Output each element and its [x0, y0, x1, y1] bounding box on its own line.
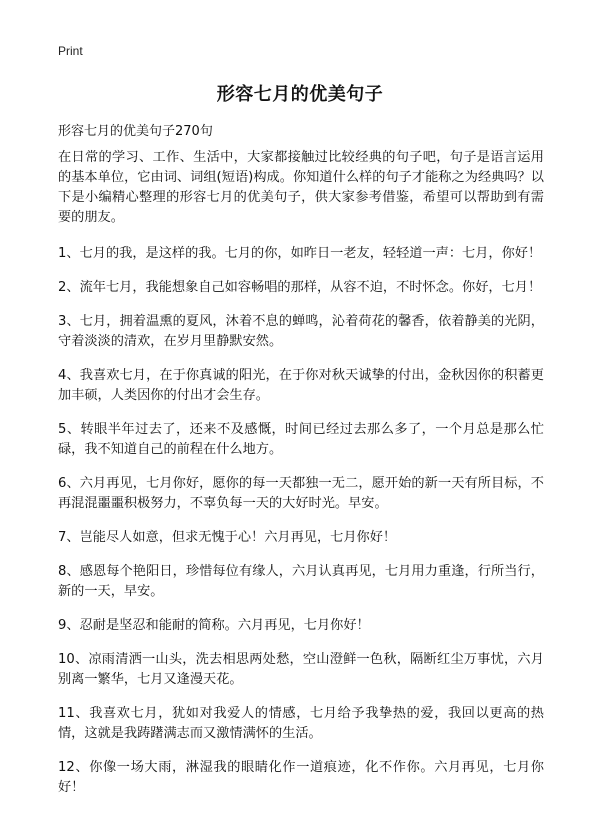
- list-item: 11、我喜欢七月，犹如对我爱人的情感，七月给予我挚热的爱，我回以更高的热情，这就是我踌躇满志而又激情满怀的生活。: [58, 706, 544, 741]
- list-item: 10、凉雨清洒一山头，洗去相思两处愁，空山澄鲜一色秋，隔断红尘万事忧，六月别离一繁华，七月又逢漫天花。: [58, 652, 544, 687]
- list-item: 3、七月，拥着温熏的夏风，沐着不息的蝉鸣，沁着荷花的馨香，依着静美的光阴，守着淡淡的清欢，在岁月里静默安然。: [58, 314, 544, 349]
- list-item: 2、流年七月，我能想象自己如容畅唱的那样，从容不迫，不时怀念。你好，七月！: [58, 280, 542, 295]
- list-item: 4、我喜欢七月，在于你真诚的阳光，在于你对秋天诚挚的付出，金秋因你的积蓄更加丰硕，人类因你的付出才会生存。: [58, 368, 544, 403]
- list-item: 6、六月再见，七月你好，愿你的每一天都独一无二，愿开始的新一天有所目标，不再混混噩噩积极努力，不辜负每一天的大好时光。早安。: [58, 476, 544, 511]
- list-item: 12、你像一场大雨，淋湿我的眼睛化作一道痕迹，化不作你。六月再见，七月你好！: [58, 760, 544, 795]
- intro-paragraph: 在日常的学习、工作、生活中，大家都接触过比较经典的句子吧，句子是语言运用的基本单位，它由词、词组(短语)构成。你知道什么样的句子才能称之为经典吗？以下是小编精心整理的形容七月的优美句子，供大家参考借鉴，希望可以帮助到有需要的朋友。: [58, 150, 544, 225]
- page-subtitle: 形容七月的优美句子270句: [58, 124, 213, 139]
- list-item: 1、七月的我，是这样的我。七月的你，如昨日一老友，轻轻道一声：七月，你好！: [58, 246, 542, 261]
- list-item: 5、转眼半年过去了，还来不及感慨，时间已经过去那么多了，一个月总是那么忙碌，我不知道自己的前程在什么地方。: [58, 422, 544, 457]
- list-item: 7、岂能尽人如意，但求无愧于心！六月再见，七月你好！: [58, 530, 397, 545]
- print-label: Print: [58, 44, 83, 58]
- list-item: 9、忍耐是坚忍和能耐的简称。六月再见，七月你好！: [58, 618, 370, 633]
- list-item: 8、感恩每个艳阳日，珍惜每位有缘人，六月认真再见，七月用力重逢，行所当行，新的一天，早安。: [58, 564, 544, 599]
- document-body: [58, 148, 544, 812]
- page-title: 形容七月的优美句子: [216, 84, 384, 105]
